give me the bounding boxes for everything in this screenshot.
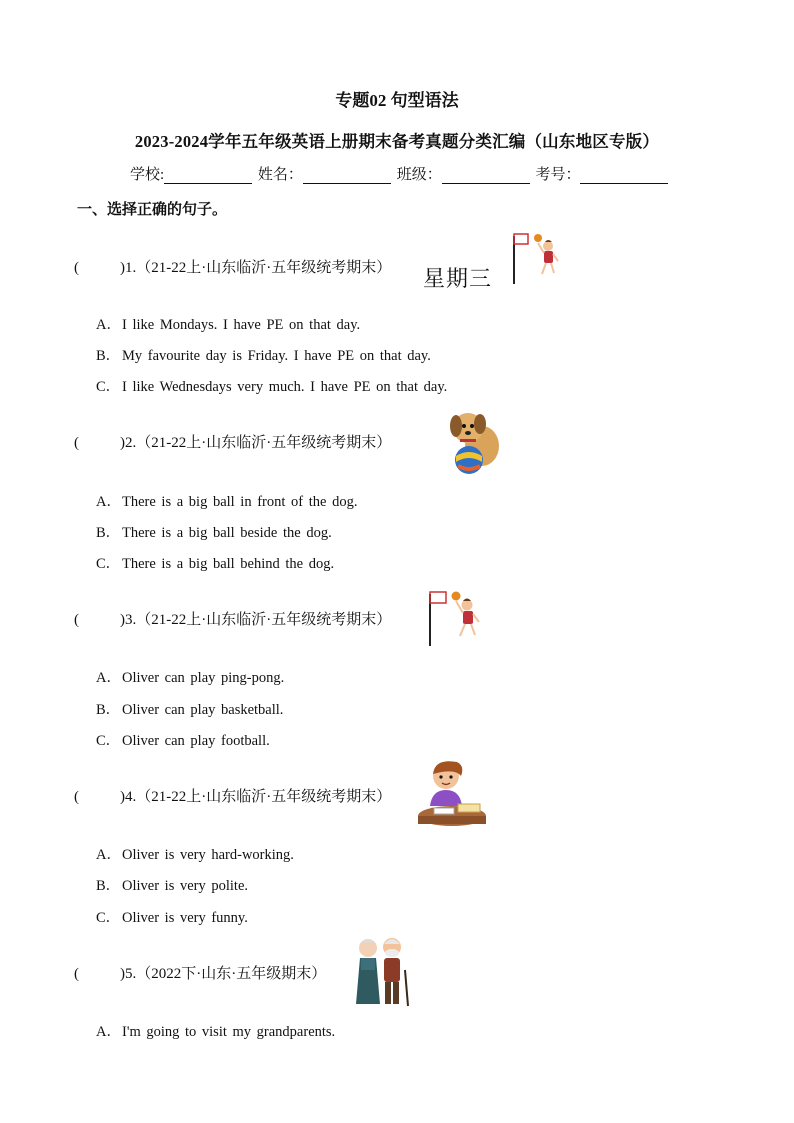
question-3 [74, 608, 391, 629]
name-label: 姓名： [257, 167, 303, 183]
answer-paren[interactable]: ( [74, 789, 79, 805]
question-2 [74, 431, 391, 452]
option-1a[interactable]: A．I like Mondays. I have PE on that day. [96, 317, 361, 333]
option-4c[interactable]: C． Oliver is very funny. [96, 910, 248, 926]
question-label: )5.（2022下·山东·五年级期末） [120, 966, 327, 982]
question-label: )1.（21-22上·山东临沂·五年级统考期末） [120, 260, 392, 276]
option-2a[interactable]: A．There is a big ball in front of the dog. [96, 494, 358, 510]
page-subtitle: 2023-2024学年五年级英语上册期末备考真题分类汇编（山东地区专版） [134, 132, 660, 151]
school-blank[interactable] [164, 169, 252, 184]
school-label: 学校: [130, 167, 165, 183]
option-3b[interactable]: B． Oliver can play basketball. [96, 702, 284, 718]
answer-paren[interactable]: ( [74, 966, 79, 982]
option-1c[interactable]: C． I like Wednesdays very much. I have PE on that day. [96, 379, 448, 395]
student-info-line [130, 163, 670, 184]
option-3a[interactable]: A．Oliver can play ping-pong. [96, 670, 285, 686]
basketball-player-icon [424, 584, 484, 648]
option-3c[interactable]: C． Oliver can play football. [96, 733, 270, 749]
question-1 [74, 256, 391, 277]
number-label: 考号： [535, 167, 581, 183]
question-4 [74, 785, 391, 806]
class-label: 班级： [396, 167, 442, 183]
option-4b[interactable]: B． Oliver is very polite. [96, 878, 249, 894]
boy-studying-icon [416, 756, 488, 830]
option-2c[interactable]: C． There is a big ball behind the dog. [96, 556, 335, 572]
dog-with-ball-icon [442, 404, 504, 476]
section-heading: 一、选择正确的句子。 [77, 202, 228, 218]
question-label: )2.（21-22上·山东临沂·五年级统考期末） [120, 435, 392, 451]
page-title: 专题02 句型语法 [335, 91, 459, 110]
answer-paren[interactable]: ( [74, 612, 79, 628]
option-5a[interactable]: A．I'm going to visit my grandparents. [96, 1024, 336, 1040]
basketball-player-icon [508, 228, 564, 288]
question-5 [74, 962, 326, 983]
wednesday-picture-text: 星期三 [423, 267, 493, 292]
class-blank[interactable] [442, 169, 530, 184]
question-label: )3.（21-22上·山东临沂·五年级统考期末） [120, 612, 392, 628]
grandparents-icon [350, 934, 414, 1008]
option-1b[interactable]: B． My favourite day is Friday. I have PE on that day. [96, 348, 431, 364]
answer-paren[interactable]: ( [74, 435, 79, 451]
answer-paren[interactable]: ( [74, 260, 79, 276]
name-blank[interactable] [303, 169, 391, 184]
number-blank[interactable] [580, 169, 668, 184]
option-4a[interactable]: A．Oliver is very hard-working. [96, 847, 294, 863]
question-label: )4.（21-22上·山东临沂·五年级统考期末） [120, 789, 392, 805]
option-2b[interactable]: B． There is a big ball beside the dog. [96, 525, 332, 541]
